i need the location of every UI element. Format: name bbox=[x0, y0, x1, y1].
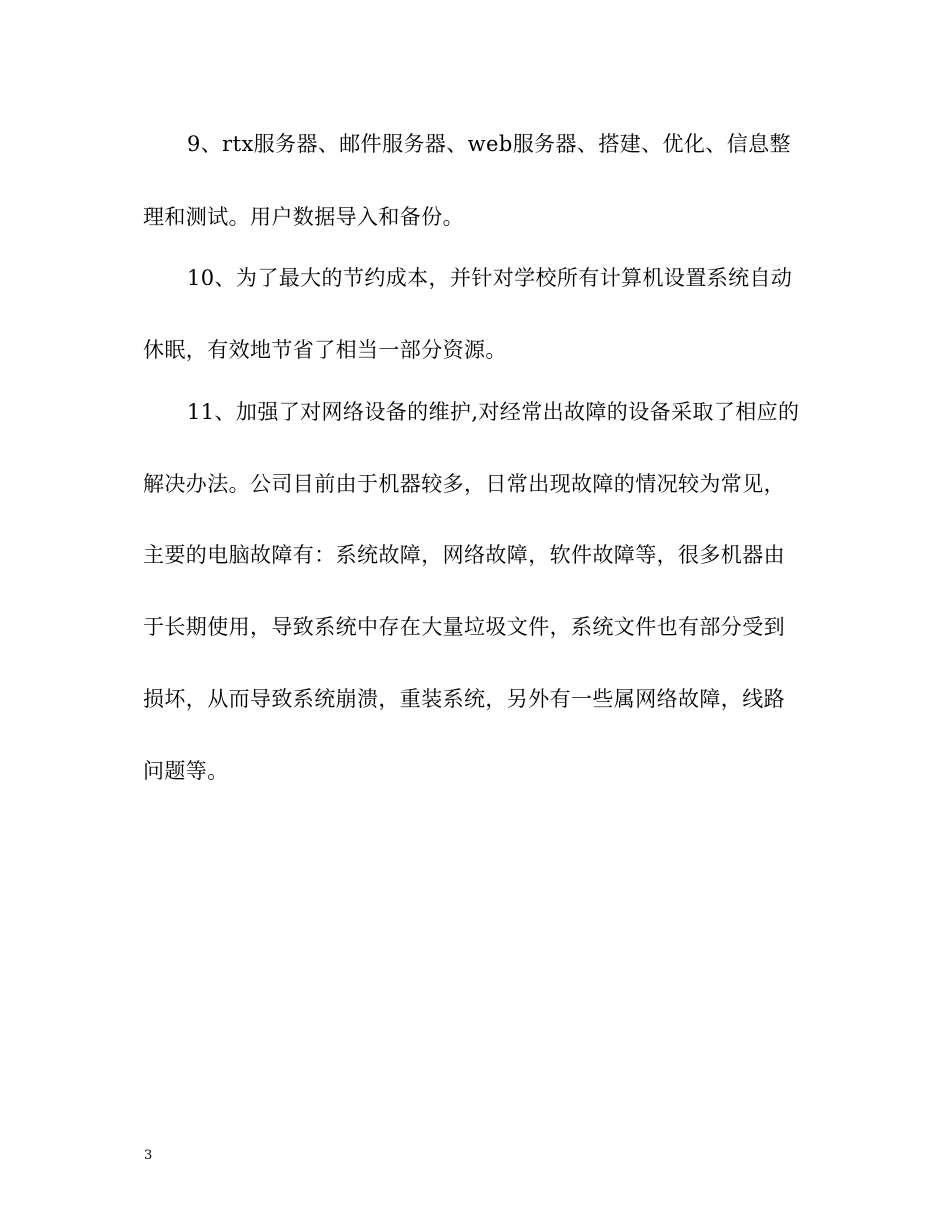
paragraph-10-line-1: 10、为了最大的节约成本，并针对学校所有计算机设置系统自动 bbox=[187, 266, 793, 290]
page-number: 3 bbox=[144, 1148, 153, 1163]
paragraph-11-line-4: 于长期使用，导致系统中存在大量垃圾文件，系统文件也有部分受到 bbox=[143, 615, 785, 639]
paragraph-11-line-3: 主要的电脑故障有：系统故障，网络故障，软件故障等，很多机器由 bbox=[143, 543, 785, 567]
paragraph-9-line-2: 理和测试。用户数据导入和备份。 bbox=[143, 205, 464, 229]
paragraph-11-line-1: 11、加强了对网络设备的维护,对经常出故障的设备采取了相应的 bbox=[187, 400, 800, 424]
paragraph-11-line-5: 损坏，从而导致系统崩溃，重装系统，另外有一些属网络故障，线路 bbox=[143, 687, 785, 711]
paragraph-10-line-2: 休眠，有效地节省了相当一部分资源。 bbox=[143, 338, 507, 362]
paragraph-11-line-6: 问题等。 bbox=[143, 759, 229, 783]
paragraph-9-line-1: 9、rtx服务器、邮件服务器、web服务器、搭建、优化、信息整 bbox=[187, 132, 791, 156]
paragraph-11-line-2: 解决办法。公司目前由于机器较多，日常出现故障的情况较为常见， bbox=[143, 472, 785, 496]
